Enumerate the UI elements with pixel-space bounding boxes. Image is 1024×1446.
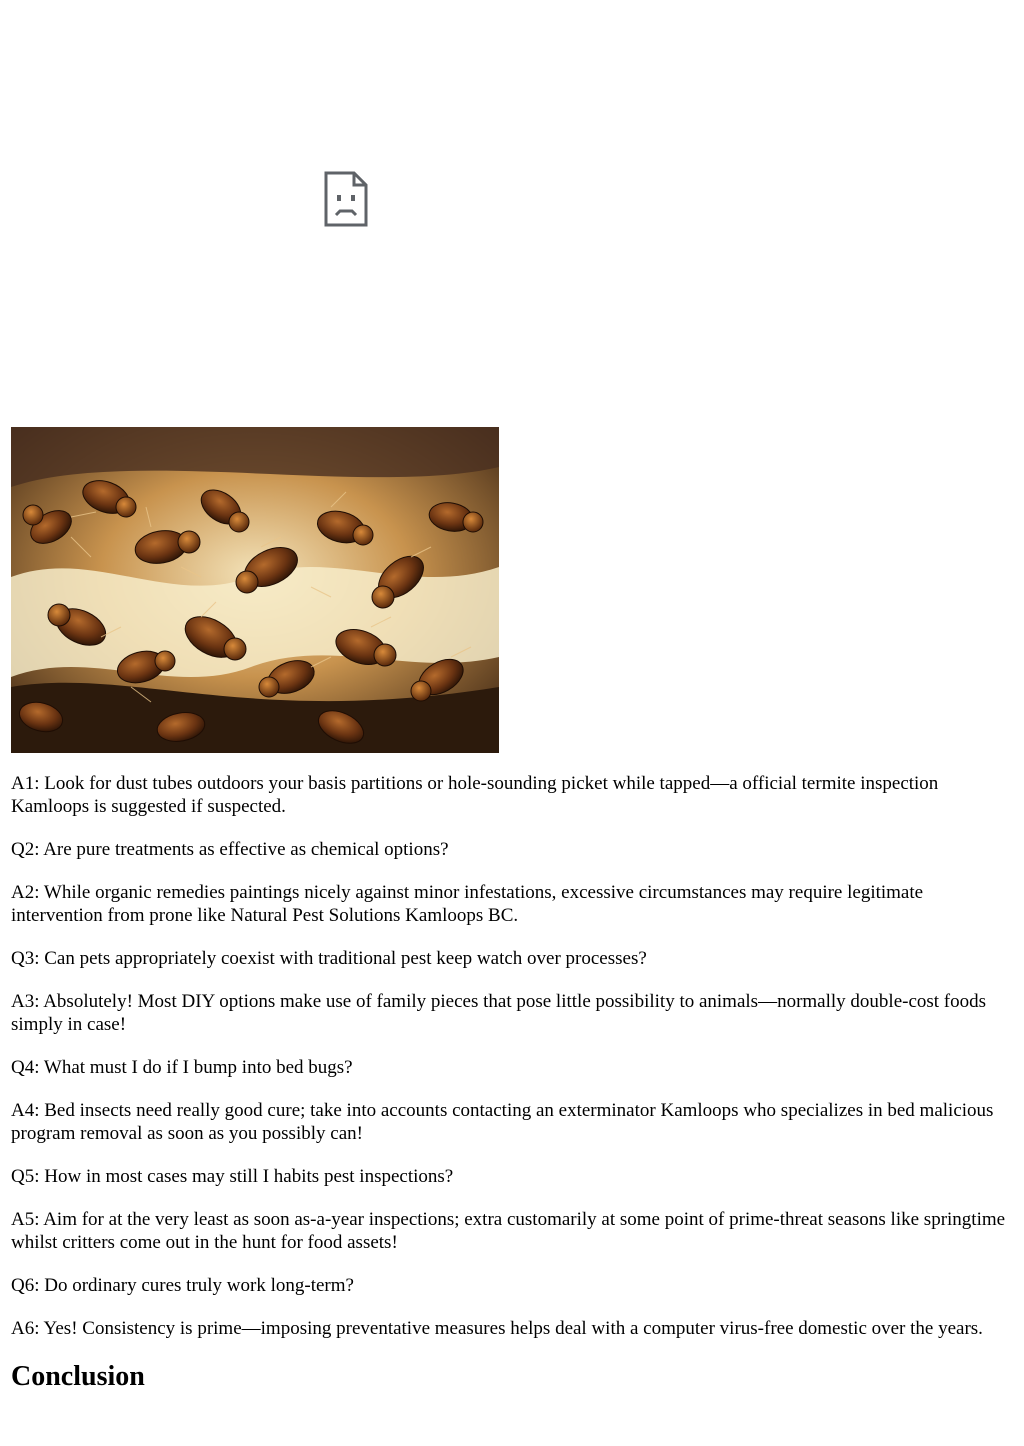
faq-answer-5: A5: Aim for at the very least as soon as-a-year inspections; extra customarily at some point of prime-threat seasons like springtime whilst critters come out in the hunt for food assets! <box>11 1209 1006 1253</box>
faq-answer-6: A6: Yes! Consistency is prime—imposing preventative measures helps deal with a computer virus-free domestic over the years. <box>11 1318 983 1339</box>
faq-question-4: Q4: What must I do if I bump into bed bugs? <box>11 1057 353 1078</box>
conclusion-heading: Conclusion <box>11 1361 145 1392</box>
faq-answer-1: A1: Look for dust tubes outdoors your basis partitions or hole-sounding picket while tapped—a official termite inspection Kamloops is suggested if suspected. <box>11 773 939 817</box>
faq-answer-2: A2: While organic remedies paintings nicely against minor infestations, excessive circumstances may require legitimate intervention from prone like Natural Pest Solutions Kamloops BC. <box>11 882 924 926</box>
faq-question-3: Q3: Can pets appropriately coexist with traditional pest keep watch over processes? <box>11 948 647 969</box>
faq-question-6: Q6: Do ordinary cures truly work long-term? <box>11 1275 354 1296</box>
termites-photo <box>11 427 499 753</box>
faq-question-2: Q2: Are pure treatments as effective as chemical options? <box>11 839 449 860</box>
broken-document-icon <box>324 171 368 227</box>
faq-answer-4: A4: Bed insects need really good cure; take into accounts contacting an exterminator Kamloops who specializes in bed malicious program removal as soon as you possibly can! <box>11 1100 994 1144</box>
faq-answer-3: A3: Absolutely! Most DIY options make use of family pieces that pose little possibility to animals—normally double-cost foods simply in case! <box>11 991 987 1035</box>
faq-question-5: Q5: How in most cases may still I habits pest inspections? <box>11 1166 454 1187</box>
faq-content <box>11 772 1017 1394</box>
